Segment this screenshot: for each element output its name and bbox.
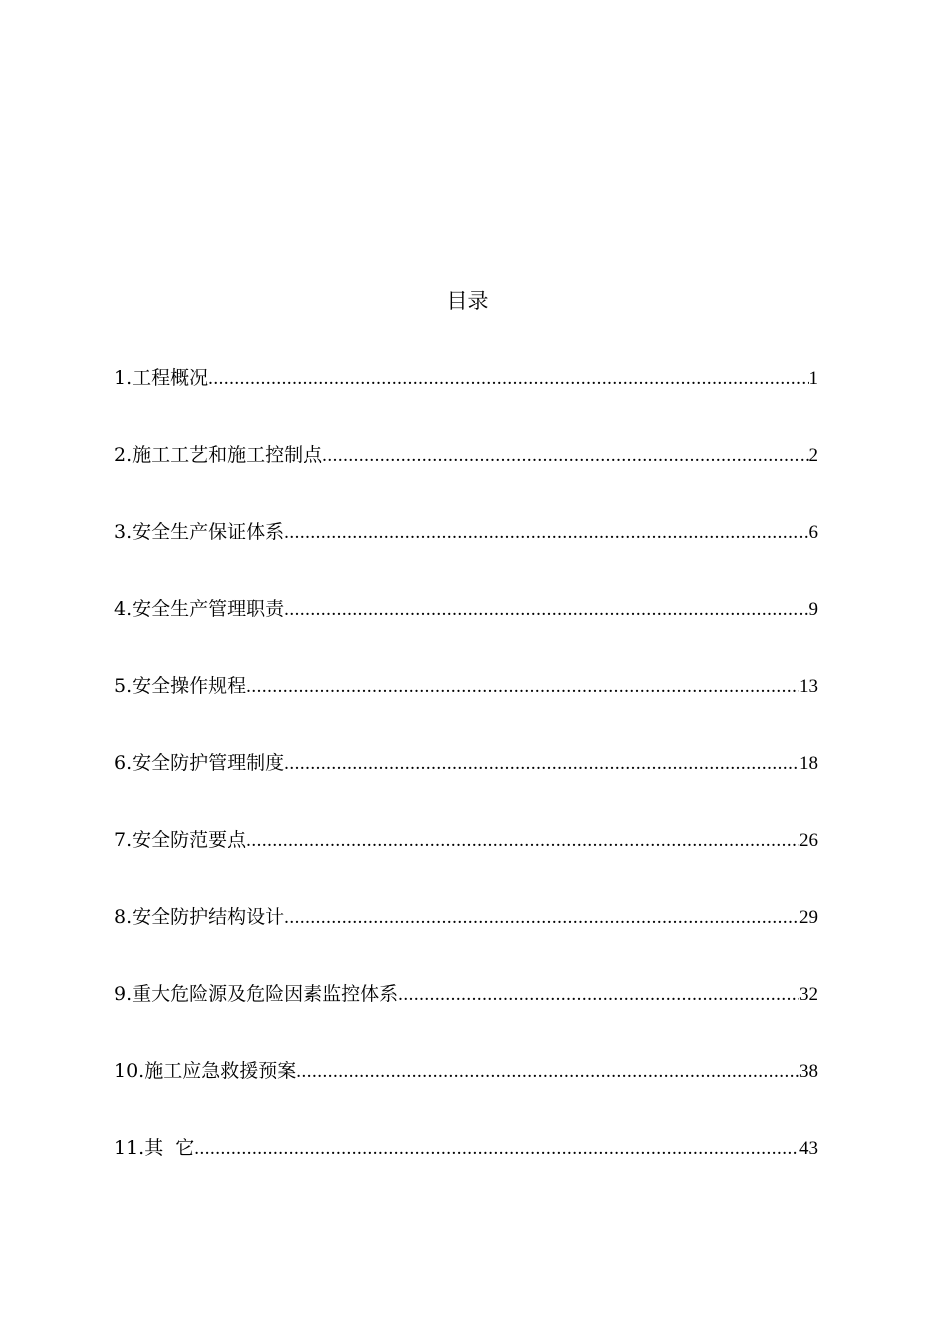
toc-entry[interactable] xyxy=(114,1056,818,1133)
toc-entry-label: 4.安全生产管理职责 xyxy=(114,598,285,620)
toc-entry-page: 43 xyxy=(799,1138,818,1159)
toc-dot-leader xyxy=(284,749,799,779)
toc-entry-page: 38 xyxy=(799,1061,818,1082)
toc-entry-page: 6 xyxy=(808,522,818,543)
toc-entry-page: 13 xyxy=(799,676,818,697)
toc-dot-leader xyxy=(398,980,799,1010)
toc-dot-leader xyxy=(194,1134,799,1164)
toc-dot-leader xyxy=(284,518,808,548)
toc-entry[interactable] xyxy=(114,1133,818,1210)
toc-entry-page: 1 xyxy=(808,368,818,389)
toc-entry-label: 1.工程概况 xyxy=(114,367,209,389)
toc-entry-label: 7.安全防范要点 xyxy=(114,829,247,851)
toc-entry[interactable] xyxy=(114,517,818,594)
toc-entry-page: 26 xyxy=(799,830,818,851)
toc-entry[interactable] xyxy=(114,671,818,748)
toc-entry-label: 9.重大危险源及危险因素监控体系 xyxy=(114,983,399,1005)
toc-dot-leader xyxy=(284,595,808,625)
toc-entry-label: 5.安全操作规程 xyxy=(114,675,247,697)
toc-entry-page: 9 xyxy=(808,599,818,620)
toc-entry[interactable] xyxy=(114,979,818,1056)
toc-entry[interactable] xyxy=(114,748,818,825)
toc-dot-leader xyxy=(322,441,808,471)
toc-entry[interactable] xyxy=(114,902,818,979)
toc-entry-label: 10.施工应急救援预案 xyxy=(114,1060,297,1082)
toc-entry-label: 11.其 它 xyxy=(114,1137,195,1159)
toc-entry-page: 18 xyxy=(799,753,818,774)
toc-dot-leader xyxy=(284,903,799,933)
toc-dot-leader xyxy=(296,1057,799,1087)
toc-entry[interactable] xyxy=(114,825,818,902)
toc-entry-label: 8.安全防护结构设计 xyxy=(114,906,285,928)
toc-list xyxy=(114,363,818,1210)
toc-entry-label: 6.安全防护管理制度 xyxy=(114,752,285,774)
toc-title: 目录 xyxy=(446,289,489,313)
toc-dot-leader xyxy=(208,364,808,394)
toc-entry[interactable] xyxy=(114,363,818,440)
toc-entry[interactable] xyxy=(114,440,818,517)
toc-entry[interactable] xyxy=(114,594,818,671)
toc-entry-page: 29 xyxy=(799,907,818,928)
toc-entry-page: 32 xyxy=(799,984,818,1005)
toc-dot-leader xyxy=(246,672,799,702)
toc-entry-page: 2 xyxy=(808,445,818,466)
toc-entry-label: 2.施工工艺和施工控制点 xyxy=(114,444,323,466)
toc-dot-leader xyxy=(246,826,799,856)
toc-entry-label: 3.安全生产保证体系 xyxy=(114,521,285,543)
